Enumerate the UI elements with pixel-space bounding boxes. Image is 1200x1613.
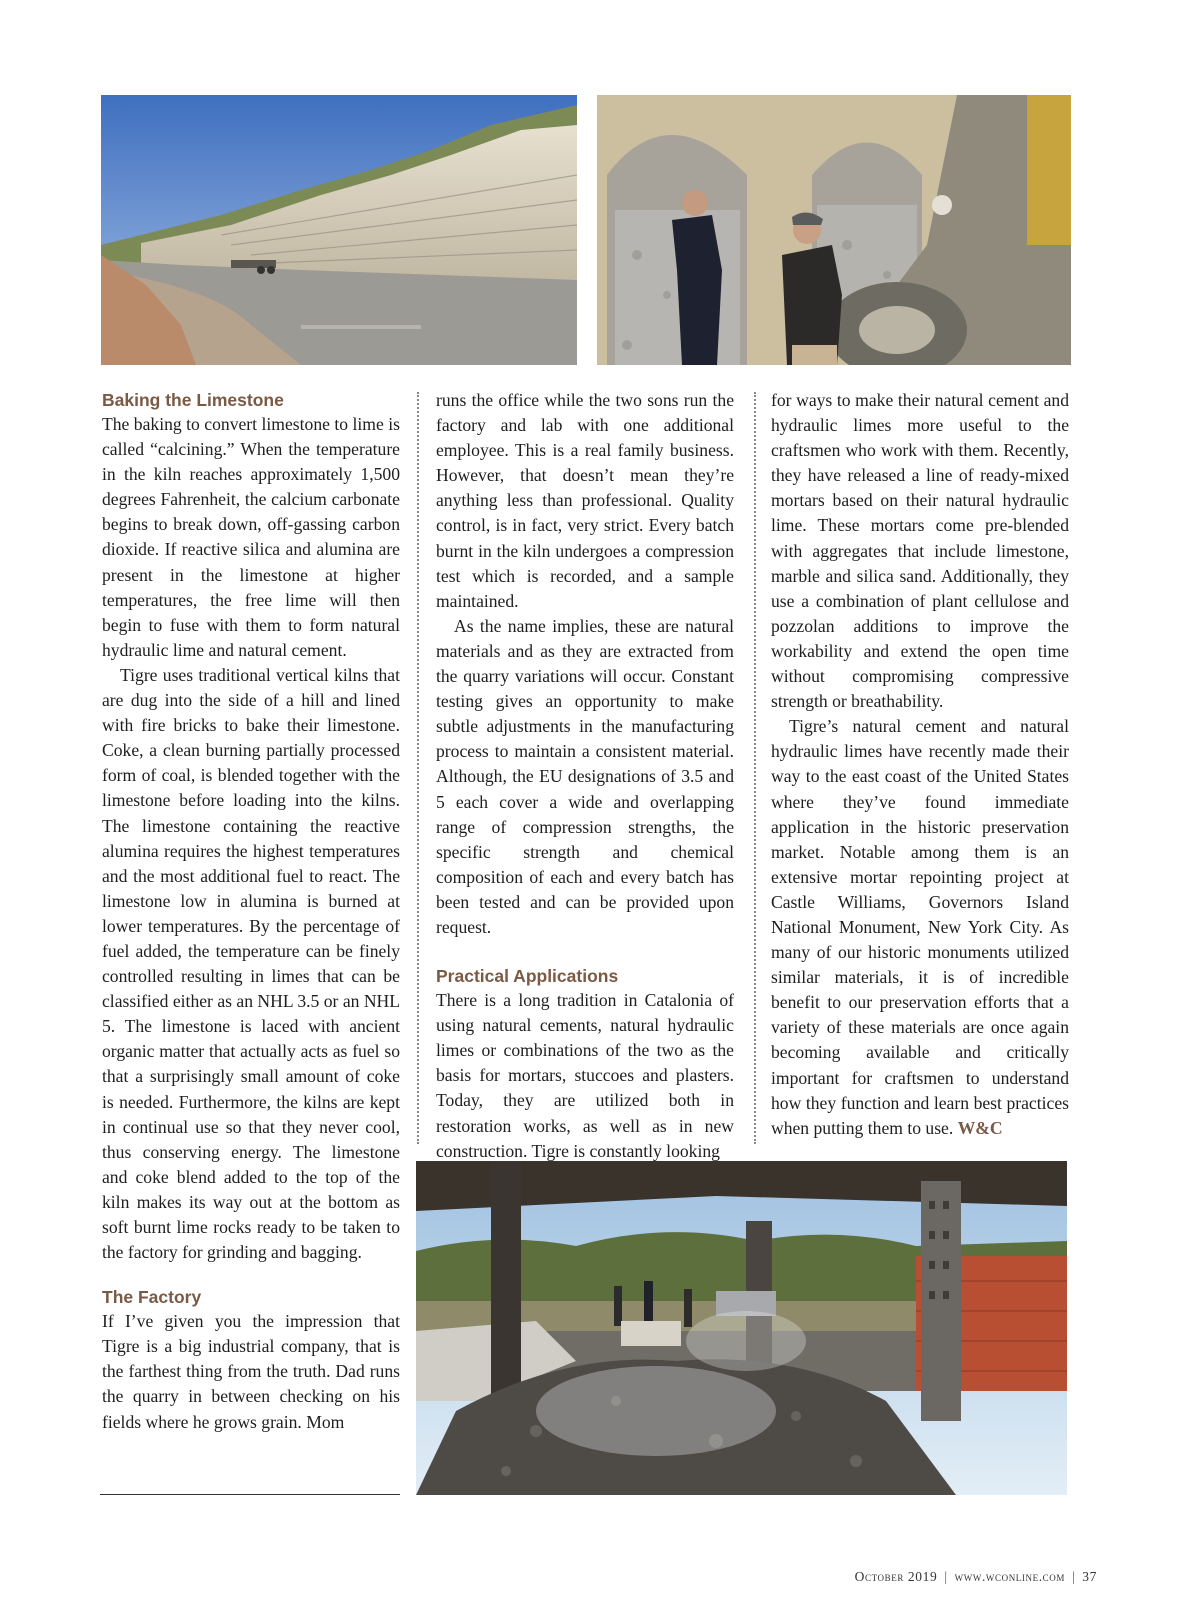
paragraph: Tigre uses traditional vertical kilns that are dug into the side of a hill and lined with fire bricks to bake their limestone. Coke, a clean burning partially processed form of coal, is blended together with the limestone before loading into the kilns. The limestone containing the reactive alumina requires the highest temperatures and the most additional fuel to react. The limestone low in alumina is burned at lower temperatures. By the percentage of fuel added, the temperature can be finely controlled resulting in limes that can be classified either as an NHL 3.5 or an NHL 5. The limestone is laced with ancient organic matter that actually acts as fuel so that a surprisingly small amount of coke is needed. Furthermore, the kilns are kept in continual use so that they never cool, thus conserving energy. The limestone and coke blend added to the top of the kiln makes its way out at the bottom as soft burnt lime rocks ready to be taken to the factory for grinding and bagging.: [102, 664, 400, 1263]
paragraph: runs the office while the two sons run the factory and lab with one additional employee. This is a real family business. However, that doesn’t mean they’re anything less than professional. Quality control, is in fact, very strict. Every batch burnt in the kiln undergoes a compression test which is recorded, and a sample maintained.: [436, 390, 734, 611]
kiln-photo: [597, 95, 1071, 365]
heading-the-factory: The Factory: [102, 1287, 202, 1308]
factory-shed-image: [416, 1161, 1067, 1495]
paragraph: If I’ve given you the impression that Tigre is a big industrial company, that is the farthest thing from the truth. Dad runs the quarry in between checking on his fields where he grows grain. Mom: [102, 1311, 400, 1432]
quarry-photo: [101, 95, 577, 365]
signoff-mark: W&C: [957, 1117, 1003, 1138]
column-1: [102, 388, 400, 1435]
paragraph: The baking to convert limestone to lime is called “calcining.” When the temperature in the kiln reaches approximately 1,500 degrees Fahrenheit, the calcium carbonate begins to break down, off-gassing carbon dioxide. If reactive silica and alumina are present in the limestone at higher temperatures, the free lime will then begin to fuse with them to form natural hydraulic lime and natural cement.: [102, 414, 400, 660]
factory-photo: [416, 1161, 1067, 1495]
kiln-arches-image: [597, 95, 1071, 365]
paragraph-text: Tigre’s natural cement and natural hydraulic limes have recently made their way to the east coast of the United States where they’ve found immediate application in the historic preservation market. Notable among them is an extensive mortar repointing project at Castle Williams, Governors Island National Monument, New York City. As many of our historic monuments utilized similar materials, it is of incredible benefit to our preservation efforts that a variety of these materials are once again becoming available and critically important for craftsmen to understand how they function and learn best practices when putting them to use.: [771, 716, 1069, 1138]
heading-practical-applications: Practical Applications: [436, 966, 619, 987]
paragraph: There is a long tradition in Catalonia of using natural cements, natural hydraulic limes or combinations of the two as the basis for mortars, stuccoes and plasters. Today, they are utilized both in restoration works, as well as in new construction. Tigre is constantly looking: [436, 990, 734, 1161]
issue-date: October 2019: [854, 1569, 938, 1584]
column-divider: [754, 392, 756, 1144]
paragraph: As the name implies, these are natural materials and as they are extracted from the quarry variations will occur. Constant testing gives an opportunity to make subtle adjustments in the manufacturing process to maintain a consistent material. Although, the EU designations of 3.5 and 5 each cover a wide and overlapping range of compression strengths, the specific strength and chemical composition of each and every batch has been tested and can be provided upon request.: [436, 615, 734, 937]
page-footer: October 2019 | www.wconline.com | 37: [854, 1569, 1097, 1584]
paragraph: [771, 714, 1069, 1141]
column-3: [771, 388, 1069, 1141]
column-end-rule: [100, 1494, 400, 1495]
website-url: www.wconline.com: [954, 1569, 1065, 1584]
column-2: [436, 388, 734, 1164]
column-divider: [417, 392, 419, 1144]
page-number: 37: [1082, 1569, 1097, 1584]
heading-baking-the-limestone: Baking the Limestone: [102, 390, 284, 410]
limestone-quarry-image: [101, 95, 577, 365]
paragraph: for ways to make their natural cement and hydraulic limes more useful to the craftsmen who work with them. Recently, they have released a line of ready-mixed mortars based on their natural hydraulic lime. These mortars come pre-blended with aggregates that include limestone, marble and silica sand. Additionally, they use a combination of plant cellulose and pozzolan additions to improve the workability and extend the open time without compromising compressive strength or breathability.: [771, 390, 1069, 712]
